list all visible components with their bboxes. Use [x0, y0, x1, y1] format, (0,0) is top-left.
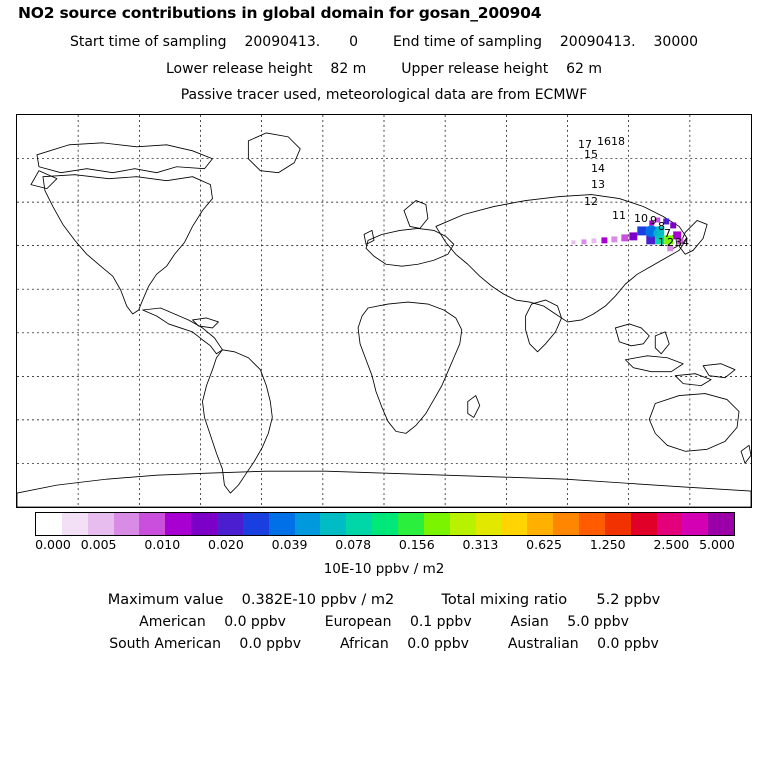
graticule — [17, 115, 751, 507]
start-date-value: 20090413. — [244, 34, 321, 50]
region-name: American — [139, 614, 206, 630]
plume-label: 15 — [584, 148, 598, 161]
colorbar-swatch-21 — [579, 513, 605, 535]
plume-label: 9 — [650, 214, 657, 227]
colorbar-tick-label: 5.000 — [699, 537, 735, 552]
end-time-label: End time of sampling — [392, 34, 542, 50]
colorbar-swatch-9 — [269, 513, 295, 535]
plume-label: 12 — [584, 195, 598, 208]
colorbar-swatch-7 — [217, 513, 243, 535]
colorbar-tick-label: 0.000 — [35, 537, 71, 552]
region-australian — [508, 636, 659, 652]
colorbar-swatch-16 — [450, 513, 476, 535]
max-value-value: 0.382E-10 ppbv / m2 — [241, 592, 395, 608]
end-time-value: 30000 — [653, 34, 699, 50]
colorbar-swatch-17 — [476, 513, 502, 535]
plume-label: 1 — [658, 236, 665, 249]
region-south-american — [109, 636, 301, 652]
region-american — [139, 614, 286, 630]
colorbar-swatch-18 — [501, 513, 527, 535]
plume-label: 7 — [664, 227, 671, 240]
colorbar-tick-label: 0.156 — [398, 537, 435, 552]
end-date-value: 20090413. — [559, 34, 636, 50]
region-name: African — [340, 636, 389, 652]
plume-label: 16 — [597, 135, 611, 148]
plume-label: 10 — [634, 212, 648, 225]
colorbar-swatch-2 — [88, 513, 114, 535]
colorbar-tick-label: 0.005 — [80, 537, 117, 552]
colorbar-swatch-14 — [398, 513, 424, 535]
release-height-line — [0, 61, 768, 77]
stats-block — [0, 592, 768, 658]
colorbar-tick-label: 2.500 — [653, 537, 690, 552]
colorbar-swatch-23 — [631, 513, 657, 535]
region-value: 0.0 ppbv — [597, 636, 659, 652]
plume-label: 3 — [675, 236, 682, 249]
plume-label: 4 — [682, 236, 689, 249]
colorbar-swatch-11 — [320, 513, 346, 535]
colorbar-tick-label: 0.020 — [208, 537, 244, 552]
colorbar-swatch-24 — [657, 513, 683, 535]
colorbar-tick-label: 0.010 — [144, 537, 181, 552]
lower-release-value: 82 m — [330, 61, 367, 77]
colorbar-swatch-8 — [243, 513, 269, 535]
tracer-meteo-line: Passive tracer used, meteorological data are from ECMWF — [180, 87, 588, 103]
plume-label: 13 — [591, 178, 605, 191]
region-name: Australian — [507, 636, 579, 652]
region-value: 0.0 ppbv — [224, 614, 286, 630]
start-time-label: Start time of sampling — [69, 34, 227, 50]
colorbar-swatch-20 — [553, 513, 579, 535]
start-time-value: 0 — [349, 34, 359, 50]
region-row-1 — [0, 614, 768, 630]
plume-label: 14 — [591, 162, 605, 175]
max-value-label: Maximum value — [107, 592, 224, 608]
plume-label: 17 — [578, 138, 592, 151]
region-row-2 — [0, 636, 768, 652]
upper-release-label: Upper release height — [401, 61, 549, 77]
colorbar-swatch-26 — [708, 513, 734, 535]
plume-label: 11 — [612, 209, 626, 222]
colorbar — [35, 512, 735, 536]
region-value: 5.0 ppbv — [567, 614, 629, 630]
colorbar-swatch-1 — [62, 513, 88, 535]
colorbar-swatch-19 — [527, 513, 553, 535]
lower-release-label: Lower release height — [165, 61, 313, 77]
region-value: 0.0 ppbv — [239, 636, 302, 652]
total-mixing-ratio-value: 5.2 ppbv — [596, 592, 661, 608]
region-value: 0.0 ppbv — [407, 636, 469, 652]
colorbar-swatch-5 — [165, 513, 191, 535]
colorbar-tick-label: 0.313 — [462, 537, 499, 552]
max-total-row — [0, 592, 768, 608]
colorbar-swatch-15 — [424, 513, 450, 535]
region-asian — [511, 614, 629, 630]
colorbar-tick-label: 0.078 — [335, 537, 372, 552]
plume-label: 2 — [667, 236, 674, 249]
colorbar-swatch-12 — [346, 513, 372, 535]
colorbar-unit-label: 10E-10 ppbv / m2 — [323, 561, 445, 577]
upper-release-value: 62 m — [566, 61, 602, 77]
colorbar-swatch-25 — [682, 513, 708, 535]
region-name: Asian — [510, 614, 549, 630]
colorbar-ticks — [0, 537, 768, 553]
colorbar-tick-label: 1.250 — [589, 537, 626, 552]
region-european — [325, 614, 472, 630]
region-name: European — [324, 614, 392, 630]
colorbar-swatch-6 — [191, 513, 217, 535]
colorbar-swatch-4 — [139, 513, 165, 535]
colorbar-swatch-10 — [295, 513, 321, 535]
region-african — [340, 636, 469, 652]
plume-label: 18 — [611, 135, 625, 148]
region-name: South American — [109, 636, 221, 652]
colorbar-tick-label: 0.625 — [526, 537, 562, 552]
plume-label: 8 — [658, 220, 665, 233]
colorbar-tick-label: 0.039 — [271, 537, 308, 552]
map-panel[interactable] — [16, 114, 752, 508]
colorbar-swatch-0 — [36, 513, 62, 535]
page-title: NO2 source contributions in global domain for gosan_200904 — [18, 4, 542, 22]
colorbar-swatch-13 — [372, 513, 398, 535]
region-value: 0.1 ppbv — [409, 614, 472, 630]
colorbar-swatch-22 — [605, 513, 631, 535]
world-map-svg — [17, 115, 751, 507]
colorbar-swatch-3 — [114, 513, 140, 535]
total-mixing-ratio-label: Total mixing ratio — [441, 592, 568, 608]
sampling-time-line — [0, 34, 768, 50]
